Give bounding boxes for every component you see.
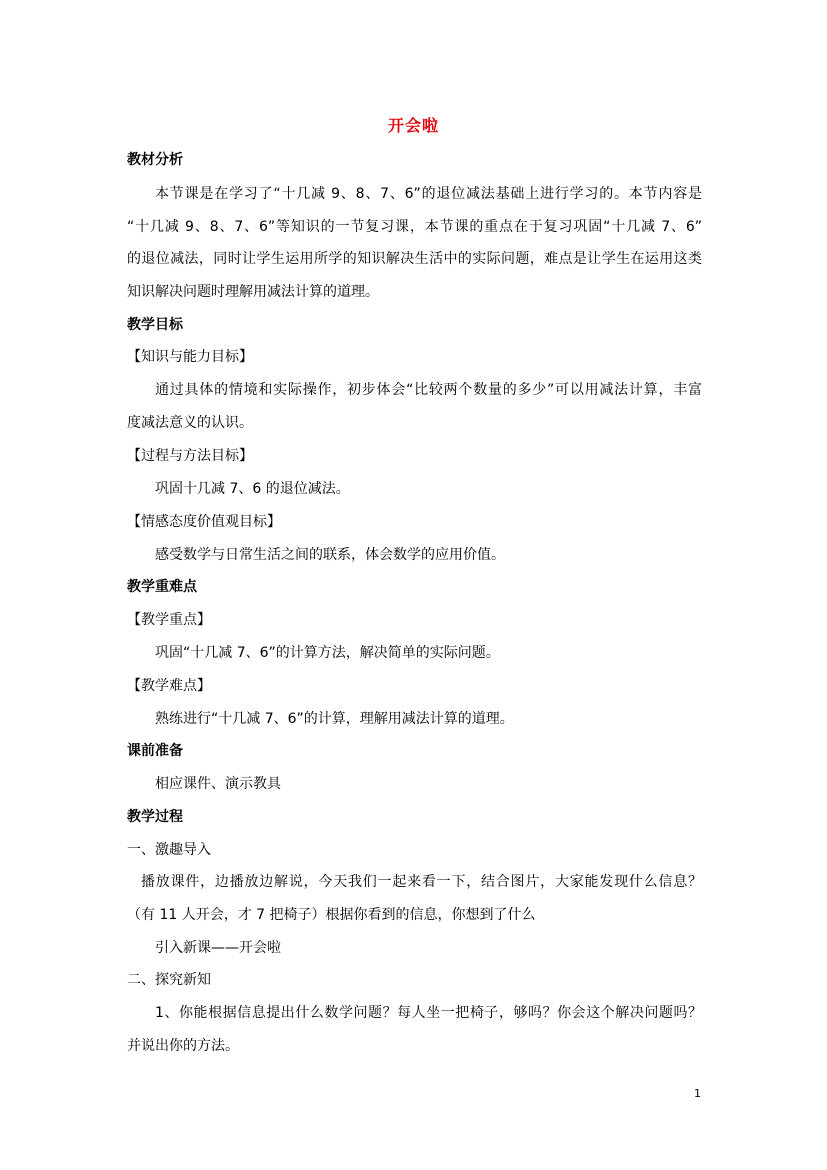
paragraph-line: 熟练进行“十几减 7、6”的计算，理解用减法计算的道理。 <box>155 711 514 727</box>
subheading-key: 【教学重点】 <box>127 612 211 628</box>
section-heading-preparation: 课前准备 <box>127 743 183 759</box>
paragraph-line: 巩固十几减 7、6 的退位减法。 <box>155 481 350 497</box>
paragraph-line: 播放课件，边播放边解说，今天我们一起来看一下，结合图片，大家能发现什么信息？ <box>141 874 702 890</box>
paragraph-line: 通过具体的情境和实际操作，初步体会“比较两个数量的多少”可以用减法计算，丰富 <box>155 382 702 398</box>
paragraph-line: 感受数学与日常生活之间的联系，体会数学的应用价值。 <box>155 547 505 563</box>
paragraph-line: 巩固“十几减 7、6”的计算方法，解决简单的实际问题。 <box>155 645 500 661</box>
step-heading-explore: 二、探究新知 <box>127 972 211 988</box>
step-heading-intro: 一、激趣导入 <box>127 842 211 858</box>
subheading-process: 【过程与方法目标】 <box>127 448 253 464</box>
paragraph-line: 的退位减法，同时让学生运用所学的知识解决生活中的实际问题，难点是让学生在运用这类 <box>127 251 702 267</box>
paragraph-line: 并说出你的方法。 <box>127 1038 239 1054</box>
paragraph-line: 度减法意义的认识。 <box>127 415 253 431</box>
page-number: 1 <box>694 1087 701 1100</box>
section-heading-process: 教学过程 <box>127 809 183 825</box>
paragraph-line: 1、你能根据信息提出什么数学问题？每人坐一把椅子，够吗？你会这个解决问题吗？ <box>155 1005 702 1021</box>
paragraph-line: 相应课件、演示教具 <box>155 776 281 792</box>
paragraph-line: 知识解决问题时理解用减法计算的道理。 <box>127 284 379 300</box>
subheading-emotion: 【情感态度价值观目标】 <box>127 514 281 530</box>
section-heading-key-points: 教学重难点 <box>127 579 197 595</box>
paragraph-line: （有 11 人开会，才 7 把椅子）根据你看到的信息，你想到了什么 <box>127 907 536 923</box>
paragraph-line: 本节课是在学习了“十几减 9、8、7、6”的退位减法基础上进行学习的。本节内容是 <box>155 186 702 202</box>
paragraph-line: 引入新课——开会啦 <box>155 940 281 956</box>
subheading-knowledge: 【知识与能力目标】 <box>127 349 253 365</box>
section-heading-goals: 教学目标 <box>127 317 183 333</box>
paragraph-line: “十几减 9、8、7、6”等知识的一节复习课，本节课的重点在于复习巩固“十几减 7、6” <box>127 219 702 235</box>
document-title: 开会啦 <box>387 116 439 135</box>
section-heading-analysis: 教材分析 <box>127 152 183 168</box>
subheading-difficulty: 【教学难点】 <box>127 678 211 694</box>
